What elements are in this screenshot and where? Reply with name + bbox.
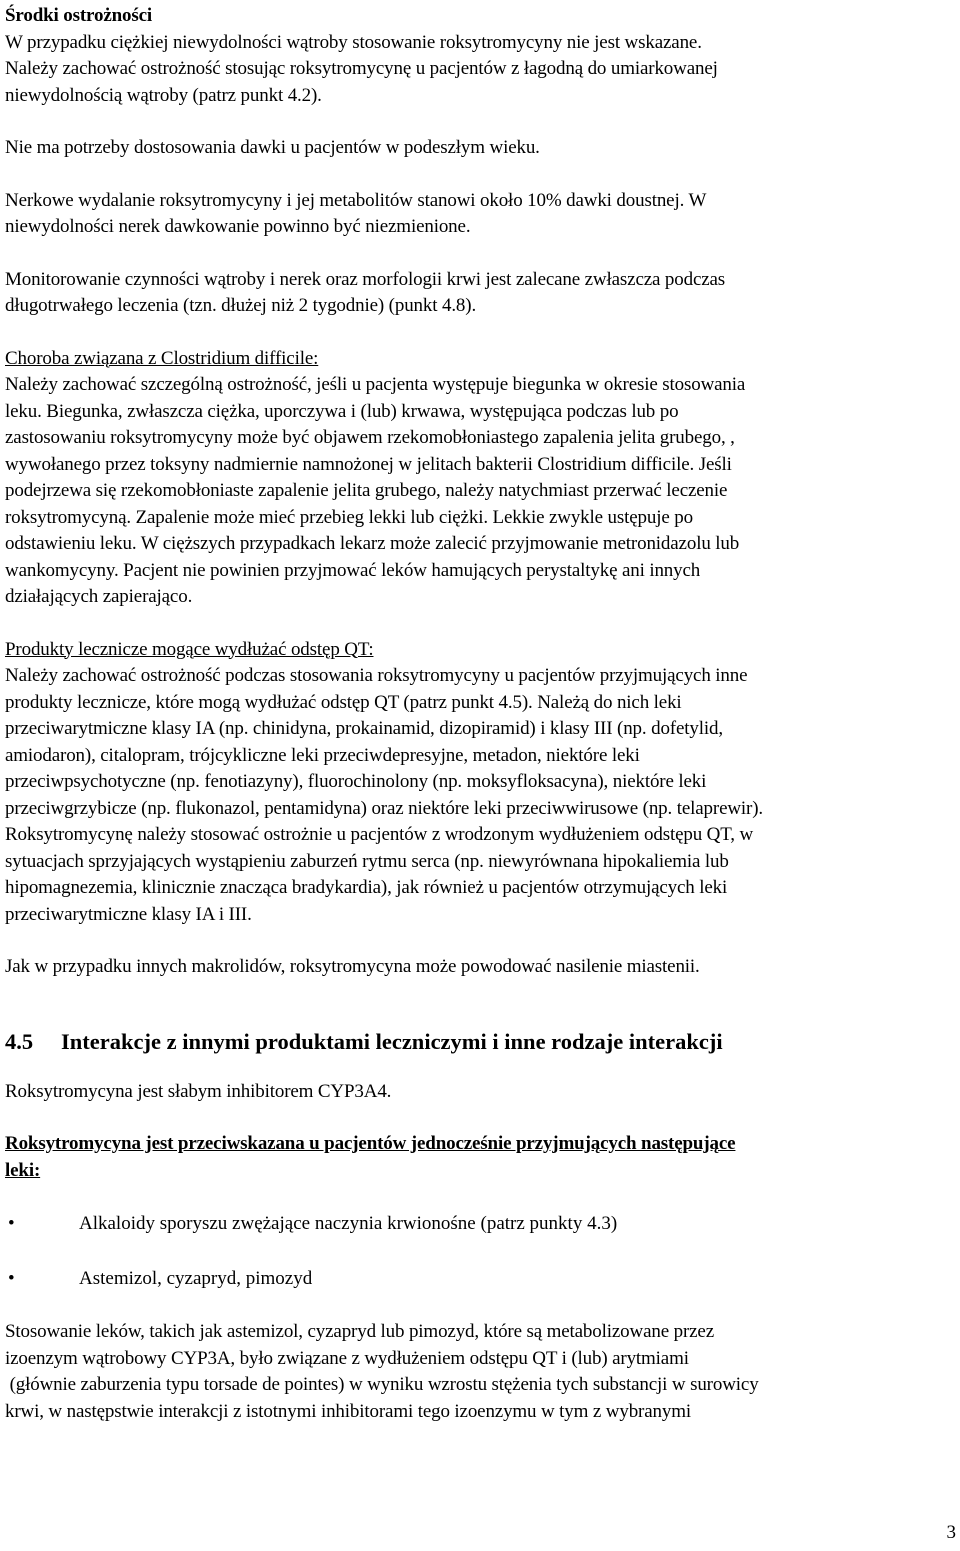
text-line: przeciwpsychotyczne (np. fenotiazyny), fluorochinolony (np. moksyfloksacyna), niektóre leki [5,771,707,792]
text-line: przeciwarytmiczne klasy IA i III. [5,903,252,925]
bullet-icon: • [8,1267,15,1289]
text-line: leku. Biegunka, zwłaszcza ciężka, uporczywa i (lub) krwawa, występująca podczas lub po [5,400,679,422]
paragraph-myasthenia: Jak w przypadku innych makrolidów, roksytromycyna może powodować nasilenie miastenii. [5,956,700,977]
text-line: leki: [5,1159,41,1181]
text-line: sytuacjach sprzyjających wystąpieniu zaburzeń rytmu serca (np. niewyrównana hipokaliemia lub [5,850,729,872]
text-line: W przypadku ciężkiej niewydolności wątroby stosowanie roksytromycyny nie jest wskazane. [5,31,702,53]
list-item [5,1211,940,1238]
section-title: Interakcje z innymi produktami leczniczymi i inne rodzaje interakcji [61,1028,723,1054]
page-number: 3 [946,1522,956,1543]
text-line: Należy zachować szczególną ostrożność, jeśli u pacjenta występuje biegunka w okresie stosowania [5,374,746,395]
text-line: wywołanego przez toksyny nadmiernie namnożonej w jelitach bakterii Clostridium difficile. Jeśli [5,453,732,475]
list-item-text: Astemizol, cyzapryd, pimozyd [79,1267,313,1289]
text-line: przeciwarytmiczne klasy IA (np. chinidyna, prokainamid, dizopiramid) i klasy III (np. dofetylid, [5,718,723,739]
section-number: 4.5 [5,1028,34,1054]
contraindication-list [5,1211,940,1292]
paragraph-liver [5,30,940,110]
text-line: długotrwałego leczenia (tzn. dłużej niż 2 tygodnie) (punkt 4.8). [5,295,477,316]
text-line: Nie ma potrzeby dostosowania dawki u pacjentów w podeszłym wieku. [5,137,540,158]
paragraph-monitoring [5,267,940,320]
text-line: izoenzym wątrobowy CYP3A, było związane z wydłużeniem odstępu QT i (lub) arytmiami [5,1347,689,1369]
paragraph-clostridium [5,372,940,611]
contraindication-heading [5,1131,940,1184]
section-heading-4-5 [5,1027,940,1057]
paragraph-inhibitor: Roksytromycyna jest słabym inhibitorem CYP3A4. [5,1080,392,1102]
text-line: niewydolności nerek dawkowanie powinno być niezmienione. [5,216,471,237]
text-line: odstawieniu leku. W cięższych przypadkach lekarz może zalecić przyjmowanie metronidazolu lub [5,533,740,554]
text-line: wankomycyny. Pacjent nie powinien przyjmować leków hamujących perystaltykę ani innych [5,559,701,581]
text-line: produkty lecznicze, które mogą wydłużać odstęp QT (patrz punkt 4.5). Należą do nich leki [5,691,682,713]
paragraph-elderly [5,135,940,162]
text-line: działających zapierająco. [5,586,193,607]
bullet-icon: • [8,1213,15,1234]
text-line: hipomagnezemia, klinicznie znacząca bradykardia), jak również u pacjentów otrzymujących leki [5,877,728,898]
text-line: Roksytromycyna jest przeciwskazana u pacjentów jednocześnie przyjmujących następujące [5,1133,736,1154]
text-line: Roksytromycynę należy stosować ostrożnie u pacjentów z wrodzonym wydłużeniem odstępu QT, w [5,824,754,845]
text-line: krwi, w następstwie interakcji z istotnymi inhibitorami tego izoenzymu w tym z wybranymi [5,1400,691,1422]
text-line: Należy zachować ostrożność podczas stosowania roksytromycyny u pacjentów przyjmujących inne [5,665,748,686]
document-page [5,3,940,1425]
text-line: Monitorowanie czynności wątroby i nerek oraz morfologii krwi jest zalecane zwłaszcza podczas [5,268,726,290]
list-item-text: Alkaloidy sporyszu zwężające naczynia krwionośne (patrz punkty 4.3) [79,1213,618,1234]
text-line: podejrzewa się rzekomobłoniaste zapalenie jelita grubego, należy natychmiast przerwać leczenie [5,480,728,501]
paragraph-kidney [5,188,940,241]
text-line: przeciwgrzybicze (np. flukonazol, pentamidyna) oraz niektóre leki przeciwwirusowe (np. telaprewir). [5,797,764,819]
text-line: (głównie zaburzenia typu torsade de pointes) w wyniku wzrostu stężenia tych substancji w surowicy [5,1374,759,1395]
text-line: Stosowanie leków, takich jak astemizol, cyzapryd lub pimozyd, które są metabolizowane przez [5,1321,714,1342]
section-heading-qt: Produkty lecznicze mogące wydłużać odstęp QT: [5,638,374,660]
text-line: zastosowaniu roksytromycyny może być objawem rzekomobłoniastego zapalenia jelita grubego, , [5,427,735,448]
section-heading-precautions: Środki ostrożności [5,5,153,26]
text-line: amiodaron), citalopram, trójcykliczne leki przeciwdepresyjne, metadon, niektóre leki [5,744,640,766]
paragraph-qt [5,663,940,928]
section-heading-clostridium: Choroba związana z Clostridium difficile: [5,347,319,369]
paragraph-metabolism [5,1319,940,1425]
text-line: Należy zachować ostrożność stosując roksytromycynę u pacjentów z łagodną do umiarkowanej [5,58,718,79]
text-line: roksytromycyną. Zapalenie może mieć przebieg lekki lub ciężki. Lekkie zwykle ustępuje po [5,506,693,528]
text-line: Nerkowe wydalanie roksytromycyny i jej metabolitów stanowi około 10% dawki doustnej. W [5,189,707,211]
text-line: niewydolnością wątroby (patrz punkt 4.2). [5,84,322,106]
list-item [5,1266,940,1293]
